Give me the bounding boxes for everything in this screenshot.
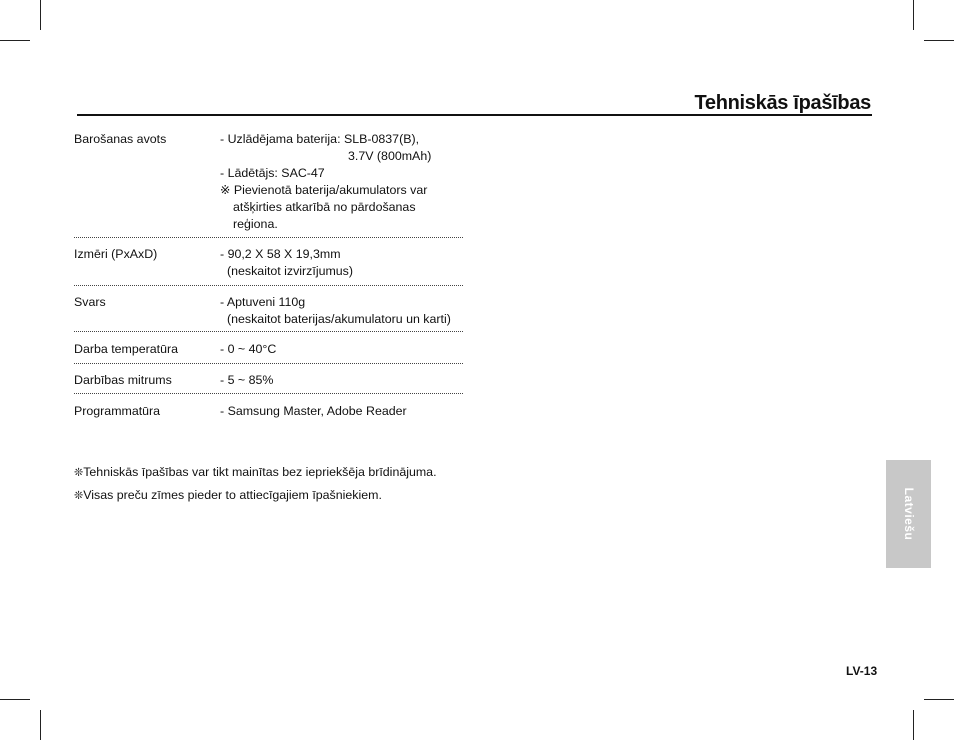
page-title: Tehniskās īpašības [694,92,871,114]
spec-value [220,403,463,420]
language-tab-label: Latviešu [901,487,916,541]
spec-label: Darbības mitrums [74,373,172,387]
spec-row-temperature [74,332,463,364]
spec-label: Programmatūra [74,404,161,418]
spec-line: atšķirties atkarībā no pārdošanas [233,200,416,214]
page-number: LV-13 [846,664,878,678]
spec-row-power [74,131,463,238]
language-tab [886,460,931,568]
spec-value [220,246,463,280]
footnote-text: Visas preču zīmes pieder to attiecīgajiem īpašniekiem. [83,488,382,502]
spec-label: Barošanas avots [74,132,167,146]
crop-mark [0,699,30,700]
spec-line: - Samsung Master, Adobe Reader [220,404,407,418]
spec-line: - Uzlādējama baterija: SLB-0837(B), [220,132,420,146]
crop-mark [924,699,954,700]
crop-mark [40,710,41,740]
spec-line: (neskaitot baterijas/akumulatoru un karti) [227,312,451,326]
spec-value [220,372,463,389]
footnote-text: Tehniskās īpašības var tikt mainītas bez iepriekšēja brīdinājuma. [83,465,437,479]
spec-label: Svars [74,295,106,309]
crop-mark [913,710,914,740]
spec-value [220,341,463,358]
spec-line: reģiona. [233,217,278,231]
crop-mark [40,0,41,30]
spec-row-dimensions [74,238,463,286]
spec-label: Izmēri (PxAxD) [74,247,158,261]
spec-table [74,131,463,420]
spec-value [220,294,463,328]
crop-mark [924,40,954,41]
spec-line: - 0 ~ 40°C [220,342,277,356]
footnote [74,484,437,507]
note-icon: ❊ [74,467,84,479]
spec-row-humidity [74,364,463,394]
crop-mark [913,0,914,30]
spec-label: Darba temperatūra [74,342,178,356]
spec-row-software [74,394,463,420]
spec-line: (neskaitot izvirzījumus) [227,264,353,278]
spec-line: - Aptuveni 110g [220,295,306,309]
spec-line: - 90,2 X 58 X 19,3mm [220,247,341,261]
spec-line: ※ Pievienotā baterija/akumulators var [220,183,428,197]
crop-mark [0,40,30,41]
footnote [74,461,437,484]
note-icon: ❊ [74,490,84,502]
spec-row-weight [74,286,463,332]
spec-value [220,131,463,233]
spec-line: - 5 ~ 85% [220,373,274,387]
title-rule [77,114,872,116]
spec-line: 3.7V (800mAh) [348,149,432,163]
spec-line: - Lādētājs: SAC-47 [220,166,325,180]
footnotes [74,461,437,507]
